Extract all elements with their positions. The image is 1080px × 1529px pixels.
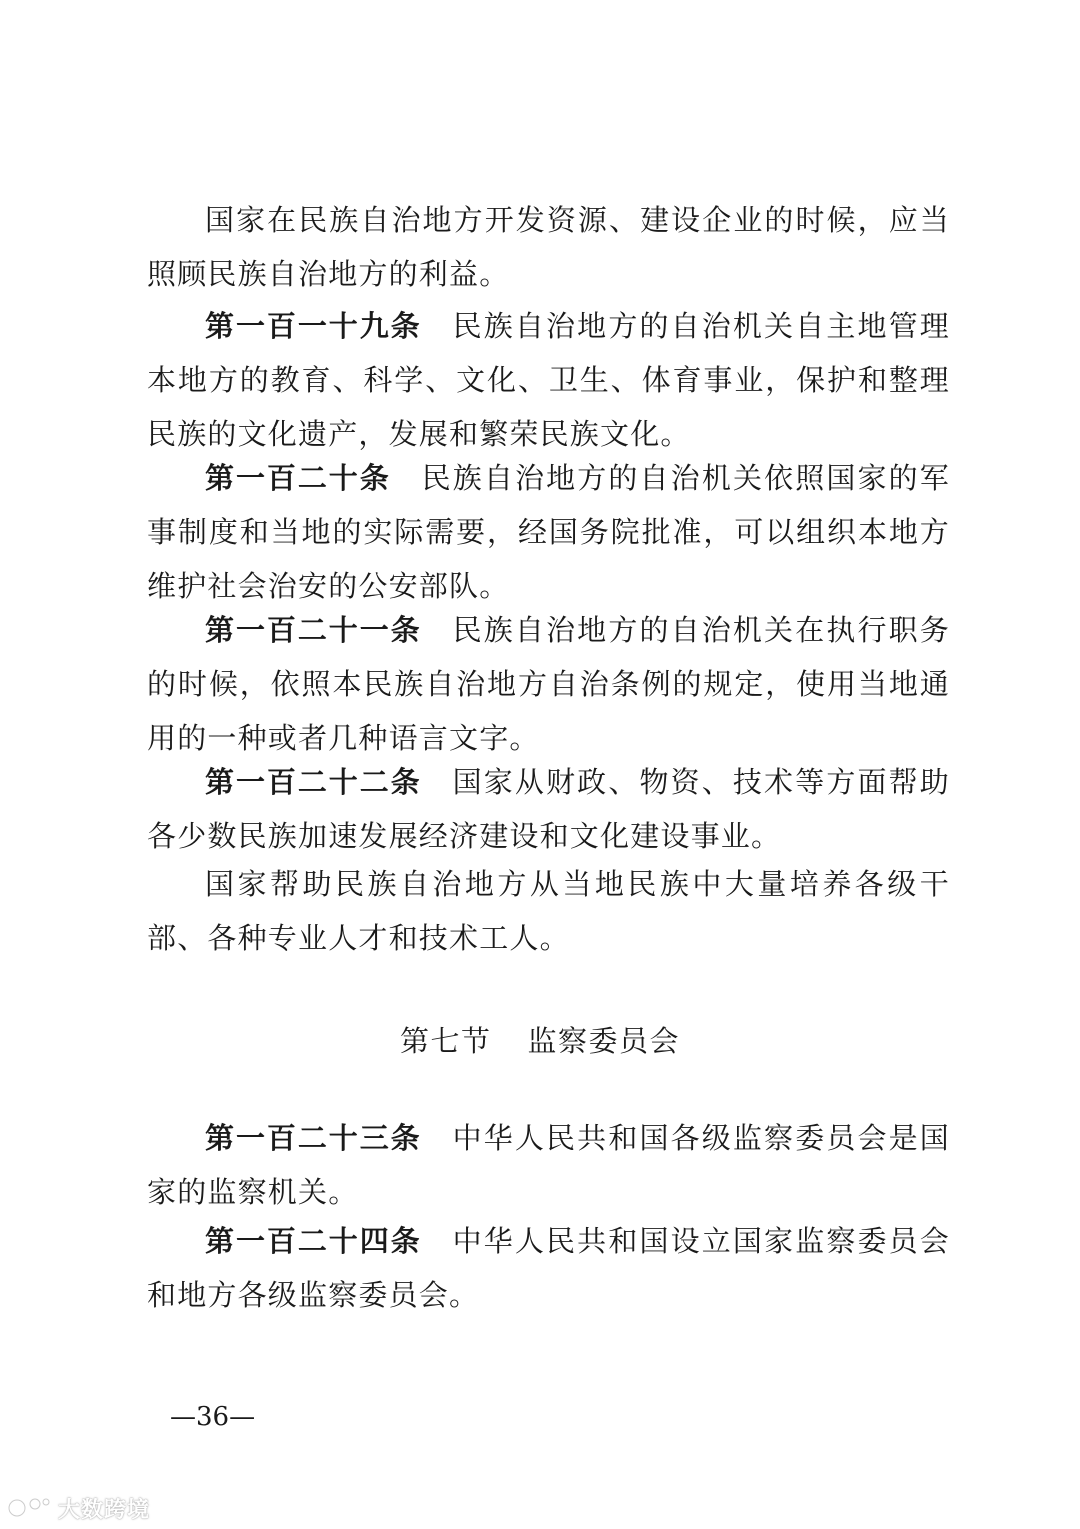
article-heading: 第一百二十二条: [205, 765, 422, 799]
article-heading: 第一百二十三条: [205, 1121, 422, 1155]
article-120: [147, 451, 950, 613]
dashu-logo-icon: [6, 1494, 52, 1522]
paragraph-resource-development: [147, 193, 950, 301]
article-text: 民族自治地方的自治机关自主地管理本地方的教育、科学、文化、卫生、体育事业，保护和整理民族的文化遗产，发展和繁荣民族文化。: [147, 309, 950, 451]
article-119: [147, 299, 950, 461]
article-text: 中华人民共和国设立国家监察委员会和地方各级监察委员会。: [147, 1224, 950, 1312]
watermark: [6, 1492, 150, 1524]
article-text: 国家从财政、物资、技术等方面帮助各少数民族加速发展经济建设和文化建设事业。: [147, 765, 950, 853]
section-name: 监察委员会: [527, 1024, 681, 1058]
article-heading: 第一百一十九条: [205, 309, 422, 343]
article-122: [147, 755, 950, 863]
section-heading: [0, 1014, 1080, 1068]
article-text: 民族自治地方的自治机关在执行职务的时候，依照本民族自治地方自治条例的规定，使用当地通用的一种或者几种语言文字。: [147, 613, 950, 755]
article-121: [147, 603, 950, 765]
article-124: [147, 1214, 950, 1322]
page-number: —36—: [170, 1402, 256, 1432]
article-123: [147, 1111, 950, 1219]
section-number: 第七节: [399, 1024, 492, 1058]
paragraph-text: 国家帮助民族自治地方从当地民族中大量培养各级干部、各种专业人才和技术工人。: [147, 867, 950, 955]
article-text: 民族自治地方的自治机关依照国家的军事制度和当地的实际需要，经国务院批准，可以组织本地方维护社会治安的公安部队。: [147, 461, 950, 603]
paragraph-text: 国家在民族自治地方开发资源、建设企业的时候，应当照顾民族自治地方的利益。: [147, 203, 950, 291]
article-heading: 第一百二十四条: [205, 1224, 422, 1258]
watermark-text: 大数跨境: [58, 1497, 151, 1523]
article-text: 中华人民共和国各级监察委员会是国家的监察机关。: [147, 1121, 950, 1209]
article-heading: 第一百二十一条: [205, 613, 422, 647]
article-heading: 第一百二十条: [205, 461, 391, 495]
paragraph-cadre-training: [147, 857, 950, 965]
